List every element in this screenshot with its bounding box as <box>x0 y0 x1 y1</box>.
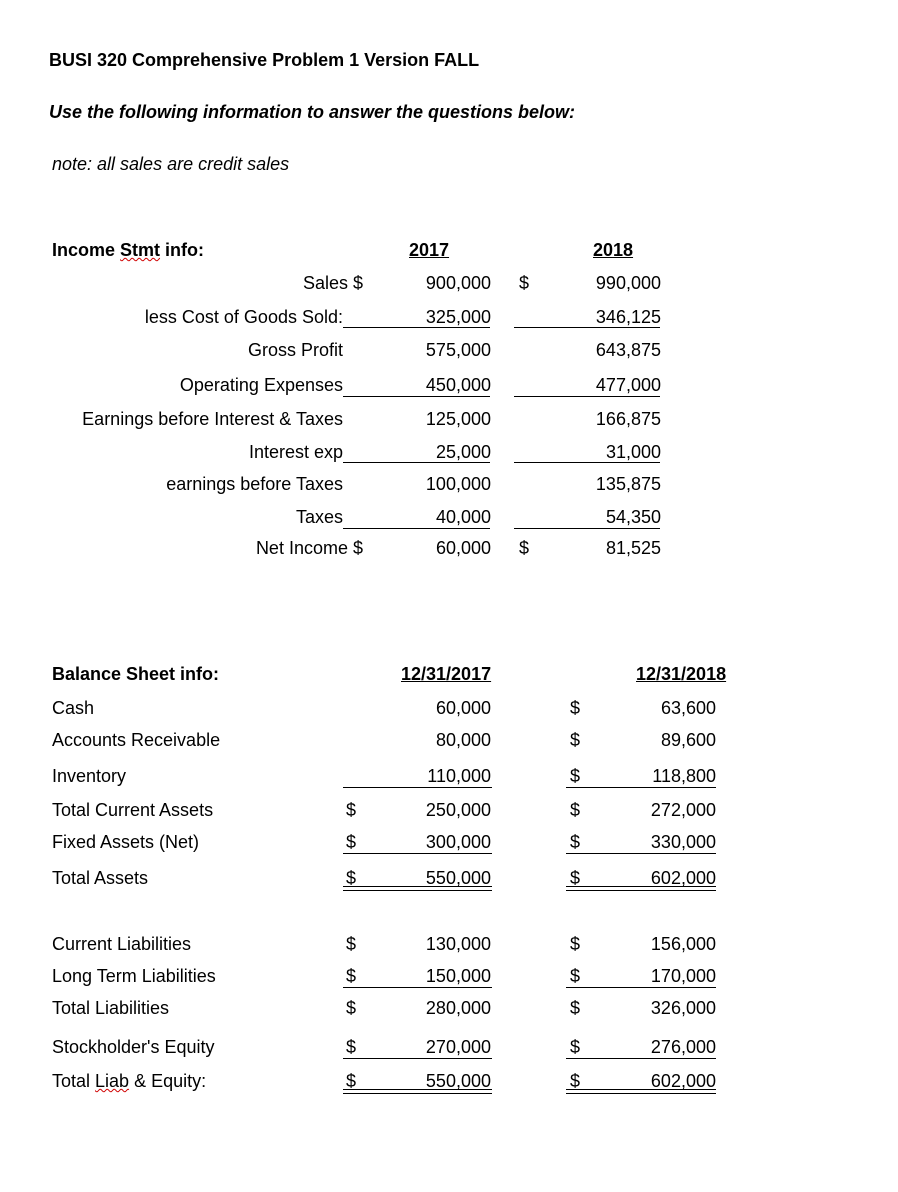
dollar-sign: $ <box>346 998 357 1018</box>
dollar-sign: $ <box>570 934 581 954</box>
dollar-sign: $ <box>519 538 530 558</box>
balance-col-2017: 12/31/2017 <box>401 664 492 684</box>
income-value-2018: 477,000 <box>595 375 661 395</box>
income-label: Gross Profit <box>247 340 343 360</box>
balance-value-2018: 330,000 <box>650 832 716 852</box>
income-value-2017: 25,000 <box>435 442 491 462</box>
balance-value-2017: 550,000 <box>425 868 491 888</box>
balance-label: Stockholder's Equity <box>52 1037 215 1057</box>
income-value-2018: 346,125 <box>595 307 661 327</box>
income-value-2018: 990,000 <box>595 273 661 293</box>
balance-value-2017: 60,000 <box>435 698 491 718</box>
dollar-sign: $ <box>570 766 581 786</box>
dollar-sign: $ <box>346 934 357 954</box>
income-value-2017: 900,000 <box>425 273 491 293</box>
income-value-2018: 166,875 <box>595 409 661 429</box>
income-label: Taxes <box>295 507 343 527</box>
underline <box>566 1058 716 1059</box>
dollar-sign: $ <box>570 966 581 986</box>
income-label: Net Income $ <box>255 538 363 558</box>
balance-value-2018: 156,000 <box>650 934 716 954</box>
underline <box>343 787 492 788</box>
balance-value-2018: 170,000 <box>650 966 716 986</box>
income-value-2018: 54,350 <box>605 507 661 527</box>
balance-value-2017: 300,000 <box>425 832 491 852</box>
balance-value-2018: 602,000 <box>650 1071 716 1091</box>
dollar-sign: $ <box>346 1071 357 1091</box>
balance-value-2017: 110,000 <box>427 766 491 786</box>
page-title: BUSI 320 Comprehensive Problem 1 Version FALL <box>49 50 480 70</box>
dollar-sign: $ <box>346 868 357 888</box>
income-label: Operating Expenses <box>179 375 343 395</box>
income-value-2017: 40,000 <box>435 507 491 527</box>
underline <box>514 528 660 529</box>
income-label: less Cost of Goods Sold: <box>144 307 343 327</box>
income-value-2017: 575,000 <box>425 340 491 360</box>
dollar-sign: $ <box>570 800 581 820</box>
underline <box>566 987 716 988</box>
balance-heading: Balance Sheet info: <box>52 664 220 684</box>
income-label: Earnings before Interest & Taxes <box>82 409 343 429</box>
balance-value-2017: 280,000 <box>425 998 491 1018</box>
note: note: all sales are credit sales <box>52 154 290 174</box>
income-value-2018: 643,875 <box>595 340 661 360</box>
income-value-2018: 31,000 <box>605 442 661 462</box>
balance-value-2017: 80,000 <box>435 730 491 750</box>
dollar-sign: $ <box>570 832 581 852</box>
balance-value-2017: 150,000 <box>425 966 491 986</box>
underline <box>343 528 490 529</box>
balance-label: Total Assets <box>52 868 149 888</box>
dollar-sign: $ <box>570 998 581 1018</box>
underline <box>343 987 492 988</box>
income-value-2017: 125,000 <box>425 409 491 429</box>
underline <box>514 396 660 397</box>
income-value-2018: 135,875 <box>595 474 661 494</box>
instructions: Use the following information to answer the questions below: <box>49 102 576 122</box>
balance-value-2018: 272,000 <box>650 800 716 820</box>
income-label: Sales $ <box>302 273 363 293</box>
balance-value-2017: 270,000 <box>425 1037 491 1057</box>
balance-value-2018: 63,600 <box>660 698 716 718</box>
balance-label: Total Current Assets <box>52 800 214 820</box>
underline <box>566 853 716 854</box>
balance-label: Total Liabilities <box>52 998 170 1018</box>
income-col-2017: 2017 <box>409 240 450 260</box>
income-value-2017: 450,000 <box>425 375 491 395</box>
income-label: Interest exp <box>248 442 343 462</box>
dollar-sign: $ <box>346 800 357 820</box>
dollar-sign: $ <box>346 1037 357 1057</box>
underline <box>566 787 716 788</box>
income-label: earnings before Taxes <box>166 474 343 494</box>
dollar-sign: $ <box>346 966 357 986</box>
dollar-sign: $ <box>346 832 357 852</box>
balance-label: Current Liabilities <box>52 934 192 954</box>
balance-label: Total Liab & Equity: <box>52 1071 207 1091</box>
balance-value-2017: 550,000 <box>425 1071 491 1091</box>
dollar-sign: $ <box>570 868 581 888</box>
income-value-2017: 100,000 <box>425 474 491 494</box>
underline <box>343 1058 492 1059</box>
balance-label: Cash <box>52 698 95 718</box>
balance-label: Accounts Receivable <box>52 730 221 750</box>
income-value-2018: 81,525 <box>605 538 661 558</box>
income-value-2017: 325,000 <box>425 307 491 327</box>
dollar-sign: $ <box>519 273 530 293</box>
balance-value-2017: 250,000 <box>425 800 491 820</box>
balance-value-2018: 118,800 <box>652 766 716 786</box>
balance-col-2018: 12/31/2018 <box>636 664 727 684</box>
balance-value-2018: 89,600 <box>660 730 716 750</box>
income-col-2018: 2018 <box>593 240 634 260</box>
dollar-sign: $ <box>570 1037 581 1057</box>
underline <box>343 853 492 854</box>
balance-label: Long Term Liabilities <box>52 966 216 986</box>
balance-value-2017: 130,000 <box>425 934 491 954</box>
balance-label: Inventory <box>52 766 127 786</box>
income-heading: Income Stmt info: <box>52 240 205 260</box>
dollar-sign: $ <box>570 1071 581 1091</box>
dollar-sign: $ <box>570 698 581 718</box>
balance-value-2018: 602,000 <box>650 868 716 888</box>
balance-value-2018: 326,000 <box>650 998 716 1018</box>
dollar-sign: $ <box>570 730 581 750</box>
balance-label: Fixed Assets (Net) <box>52 832 200 852</box>
balance-value-2018: 276,000 <box>650 1037 716 1057</box>
underline <box>343 396 490 397</box>
income-value-2017: 60,000 <box>435 538 491 558</box>
